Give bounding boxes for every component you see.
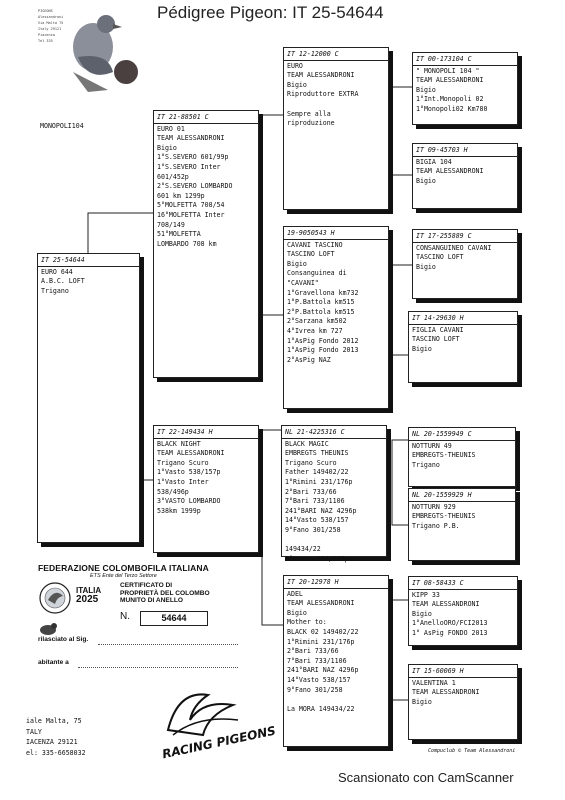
stamp-line: Alessandroni — [38, 15, 64, 19]
dd-line: La MORA 149434/22 — [287, 704, 355, 713]
stamp-line: Piacenza — [38, 33, 55, 37]
dss-card — [408, 427, 516, 487]
ddd-line: TEAM ALESSANDRONI — [412, 688, 480, 697]
fci-year: 2025 — [76, 594, 99, 605]
fci-certificate — [38, 563, 248, 673]
dss-ring: NL 20-1559949 C — [409, 430, 515, 441]
dd-line: BLACK 02 149402/22 — [287, 627, 359, 636]
sds-line: CONSANGUINEO CAVANI — [416, 243, 492, 252]
dam-line: 1°Vasto 538/157p — [157, 468, 221, 477]
sire-line: 51°MOLFETTA — [157, 230, 201, 239]
sire-line: 5°MOLFETTA 708/54 — [157, 201, 225, 210]
dd-line: ADEL — [287, 589, 303, 598]
sire-line: 601 km 1299p — [157, 191, 205, 200]
fci-ring-number: 54644 — [140, 611, 208, 626]
sire-line: 1°S.SEVERO 601/99p — [157, 153, 229, 162]
ss-ring: IT 12-12000 C — [284, 50, 388, 61]
sire-line: TEAM ALESSANDRONI — [157, 134, 225, 143]
dam-line: 3°VASTO LOMBARDO — [157, 497, 221, 506]
fci-resident-field — [78, 667, 238, 668]
stamp-line: Tel 335 — [38, 39, 53, 43]
fci-cert-line: CERTIFICATO DI — [120, 582, 173, 589]
dd-line: Bigio — [287, 608, 307, 617]
dsd-line: NOTTURN 929 — [412, 502, 456, 511]
dds-ring: IT 08-58433 C — [409, 579, 517, 590]
dd-line: 241°BARI NAZ 4296p — [287, 666, 359, 675]
racing-pigeons-logo — [148, 685, 277, 762]
sd-line: "CAVANI" — [287, 278, 319, 287]
dd-line: Mother to: — [287, 618, 327, 627]
ss-line: EURO — [287, 61, 303, 70]
ssd-card — [412, 143, 518, 209]
dds-line: 1°AnelloORO/FCI2013 — [412, 619, 488, 628]
dsd-line: EMBREGTS-THEUNIS — [412, 512, 476, 521]
dam-line: 538/496p — [157, 487, 189, 496]
sd-ring: 19-9050543 H — [284, 229, 388, 240]
ds-line: BLACK MAGIC — [285, 439, 329, 448]
ssd-line: Bigio — [416, 176, 436, 185]
sss-card — [412, 52, 518, 125]
dam-line: BLACK NIGHT — [157, 439, 201, 448]
ss-line: TEAM ALESSANDRONI — [287, 71, 355, 80]
dd-line: 14°Vasto 538/157 — [287, 675, 351, 684]
subject-line: EURO 644 — [41, 267, 73, 276]
sss-line: 1°Int.Monopoli 02 — [416, 95, 484, 104]
ddd-line: VALENTINA 1 — [412, 678, 456, 687]
sd-line: 2°AsPig NAZ — [287, 355, 331, 364]
sire-line: 708/149 — [157, 220, 185, 229]
dam-ring: IT 22-149434 H — [154, 428, 258, 439]
dd-line: 7°Bari 733/1106 — [287, 656, 347, 665]
sire-line: 601/452p — [157, 172, 189, 181]
ds-line: EMBREGTS THEUNIS — [285, 449, 349, 458]
dd-line: TEAM ALESSANDRONI — [287, 599, 355, 608]
sire-line: 2°S.SEVERO LOMBARDO — [157, 182, 233, 191]
sds-ring: IT 17-255889 C — [413, 232, 517, 243]
fci-resident-label: abitante a — [38, 659, 69, 666]
dds-line: Bigio — [412, 609, 432, 618]
ss-line: Sempre alla — [287, 109, 331, 118]
fci-cert-line: MUNITO DI ANELLO — [120, 597, 184, 604]
ddd-card — [408, 664, 518, 740]
fci-emblem-icon — [38, 580, 72, 616]
footer-credit: Compuclub © Team Alessandroni — [428, 748, 516, 754]
sd-line: 4°Ivrea km 727 — [287, 326, 343, 335]
sire-line: EURO 01 — [157, 124, 185, 133]
ds-line: 14°Vasto 538/157 — [285, 516, 349, 525]
sss-line: Bigio — [416, 85, 436, 94]
ddd-line: Bigio — [412, 697, 432, 706]
sire-line: 1°S.SEVERO Inter — [157, 162, 221, 171]
sd-line: Consanguinea di — [287, 269, 347, 278]
dss-line: Trigano — [412, 460, 440, 469]
subject-ring: IT 25-54644 — [38, 256, 139, 267]
sss-line: 1°Monopoli02 Km780 — [416, 104, 488, 113]
scanner-watermark: Scansionato con CamScanner — [338, 770, 514, 785]
pigeon-small-icon — [38, 622, 58, 636]
ddd-ring: IT 15-60069 H — [409, 667, 517, 678]
dss-line: EMBREGTS-THEUNIS — [412, 451, 476, 460]
sdd-ring: IT 14-29630 H — [409, 314, 517, 325]
dd-card — [283, 575, 389, 747]
sd-line: 2°P.Battola km515 — [287, 307, 355, 316]
monopoli-label: MONOPOLI104 — [40, 122, 84, 130]
sds-line: Bigio — [416, 262, 436, 271]
sss-ring: IT 00-173104 C — [413, 55, 517, 66]
sd-line: 1°P.Battola km515 — [287, 298, 355, 307]
ssd-line: TEAM ALESSANDRONI — [416, 167, 484, 176]
ds-ring: NL 21-4225316 C — [282, 428, 386, 439]
sss-line: " MONOPOLI 104 " — [416, 66, 480, 75]
fci-cert-line: PROPRIETÀ DEL COLOMBO — [120, 589, 210, 597]
address-line: iale Malta, 75 — [26, 717, 82, 725]
dsd-line: Trigano P.B. — [412, 521, 460, 530]
sire-card — [153, 110, 259, 378]
racing-logo-text: RACING PIGEONS — [160, 723, 277, 762]
dsd-card — [408, 488, 516, 561]
dds-line: 1° AsPig FONDO 2013 — [412, 628, 488, 637]
ds-line: 149434/22 — [285, 545, 321, 554]
ssd-ring: IT 09-45703 H — [413, 146, 517, 157]
ds-line: Father 149402/22 — [285, 468, 349, 477]
sss-line: TEAM ALESSANDRONI — [416, 76, 484, 85]
page-title: Pédigree Pigeon: IT 25-54644 — [157, 3, 384, 22]
dam-line: 1°Vasto Inter — [157, 477, 209, 486]
ds-line: 241°BARI NAZ 4296p — [285, 506, 357, 515]
sd-line: 1°AsPig Fondo 2012 — [287, 336, 359, 345]
sd-card — [283, 226, 389, 409]
dd-line: 1°Rimini 231/176p — [287, 637, 355, 646]
ds-card — [281, 425, 387, 563]
fci-org: FEDERAZIONE COLOMBOFILA ITALIANA — [38, 563, 209, 573]
ds-line: 2°Bari 733/66 — [285, 487, 337, 496]
address-line: TALY — [26, 727, 42, 736]
sd-line: Bigio — [287, 259, 307, 268]
ss-card — [283, 47, 389, 210]
sdd-card — [408, 311, 518, 383]
ss-line: Riproduttore EXTRA — [287, 90, 359, 99]
ds-line: Trigano Scuro — [285, 458, 337, 467]
dds-line: KIPP 33 — [412, 590, 440, 599]
fci-org-sub: ETS Ente del Terzo Settore — [90, 573, 157, 579]
subject-card — [37, 253, 140, 543]
sd-line: 1°AsPig Fondo 2013 — [287, 346, 359, 355]
dss-line: NOTTURN 49 — [412, 441, 452, 450]
dsd-ring: NL 20-1559929 H — [409, 491, 515, 502]
dam-card — [153, 425, 259, 553]
stamp-line: Italy 29121 — [38, 27, 62, 31]
ss-line: riproduzione — [287, 119, 335, 128]
dam-line: 538km 1999p — [157, 506, 201, 515]
sd-line: 2°Sarzana km502 — [287, 317, 347, 326]
fci-n-label: N. — [120, 611, 130, 622]
ss-line: Bigio — [287, 80, 307, 89]
stamp-line: Via Malta 75 — [38, 21, 64, 25]
dd-line: 2°Bari 733/66 — [287, 647, 339, 656]
ds-line: 1°Rimini 231/176p — [285, 477, 353, 486]
sds-card — [412, 229, 518, 299]
address-line: IACENZA 29121 — [26, 738, 78, 746]
ds-line — [285, 536, 383, 546]
sd-line: 1°Gravellona km732 — [287, 288, 359, 297]
ds-line: 7°Bari 733/1106 — [285, 497, 345, 506]
dds-line: TEAM ALESSANDRONI — [412, 600, 480, 609]
dd-line — [287, 695, 385, 705]
ds-line: 9°Fano 301/258 — [285, 525, 341, 534]
stamp-line: PIGEONS — [38, 9, 53, 13]
fci-issued-to-field — [98, 644, 238, 645]
dam-line: Trigano Scuro — [157, 458, 209, 467]
owner-address — [26, 716, 86, 758]
sire-line: LOMBARDO 708 km — [157, 239, 217, 248]
ds-line: 1°Vasto 538/157p — [285, 554, 349, 563]
sdd-line: FIGLIA CAVANI — [412, 325, 464, 334]
subject-line: Trigano — [41, 286, 69, 295]
address-line: el: 335-6658032 — [26, 748, 86, 757]
sire-line: Bigio — [157, 143, 177, 152]
sds-line: TASCINO LOFT — [416, 253, 464, 262]
fci-country: ITALIA — [76, 586, 102, 595]
ssd-line: BIGIA 104 — [416, 157, 452, 166]
fci-issued-to-label: rilasciato al Sig. — [38, 636, 89, 643]
dam-line: TEAM ALESSANDRONI — [157, 449, 225, 458]
dd-line: 9°Fano 301/258 — [287, 685, 343, 694]
dds-card — [408, 576, 518, 646]
sire-line: 16°MOLFETTA Inter — [157, 210, 225, 219]
sd-line: CAVANI TASCINO — [287, 240, 343, 249]
ss-line — [287, 100, 385, 110]
sdd-line: Bigio — [412, 344, 432, 353]
dd-ring: IT 20-12978 H — [284, 578, 388, 589]
sire-ring: IT 21-88501 C — [154, 113, 258, 124]
sdd-line: TASCINO LOFT — [412, 335, 460, 344]
sd-line: TASCINO LOFT — [287, 250, 335, 259]
subject-line: A.B.C. LOFT — [41, 277, 85, 286]
